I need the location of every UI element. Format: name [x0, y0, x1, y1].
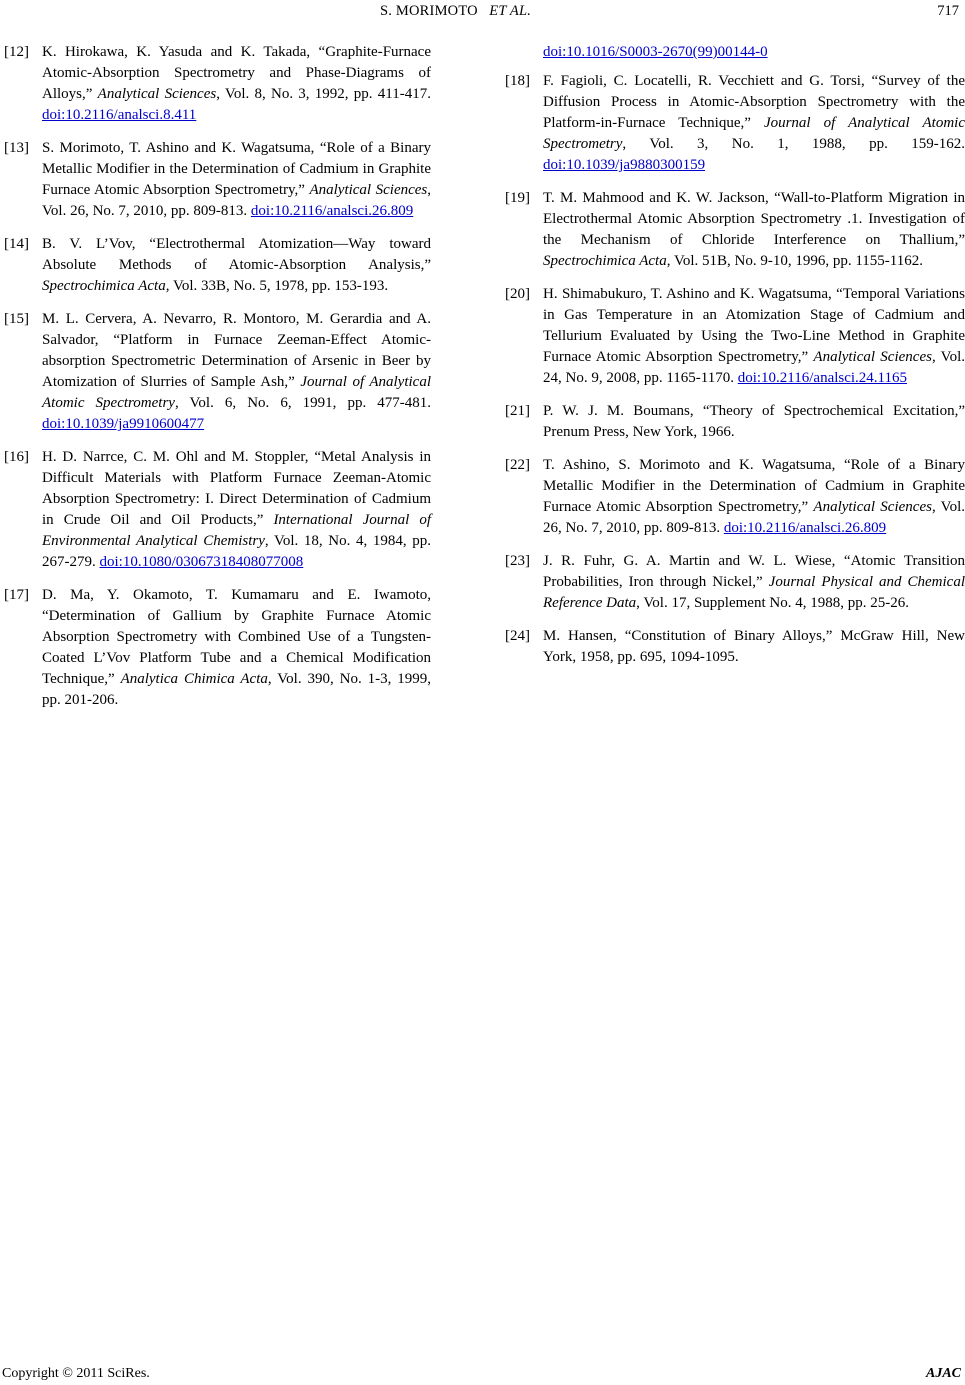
reference-authors-title: T. M. Mahmood and K. W. Jackson, “Wall-to-Platform Migration in Electrothermal Atomic Absorption Spectrometry .1. Investigation of the Mechanism of Chloride Interference on Thallium,” [543, 190, 965, 248]
doi-link[interactable]: doi:10.2116/analsci.24.1165 [737, 370, 908, 386]
reference-authors-title: B. V. L’Vov, “Electrothermal Atomization—Way toward Absolute Methods of Atomic-Absorption Analysis,” [42, 236, 431, 273]
reference-number: [18] [505, 73, 530, 89]
reference-number: [24] [505, 628, 530, 644]
reference-authors-title: H. Shimabukuro, T. Ashino and K. Wagatsuma, “Temporal Variations in Gas Temperature in an Atomization Stage of Cadmium and Tellurium Evaluated by Using the Two-Line Method in Graphite Furnace Atomic Absorption Spectrometry,” [543, 286, 965, 365]
reference-17-continuation [505, 42, 965, 63]
reference-details: , Vol. 26, No. 7, 2010, pp. 809-813. [543, 499, 965, 536]
reference-journal: Analytical Sciences [97, 86, 217, 102]
reference-details: , Vol. 6, No. 6, 1991, pp. 477-481. [174, 395, 432, 411]
reference-text [543, 401, 965, 443]
doi-link[interactable]: doi:10.1016/S0003-2670(99)00144-0 [543, 44, 768, 60]
reference-authors-title: S. Morimoto, T. Ashino and K. Wagatsuma, “Role of a Binary Metallic Modifier in the Determination of Cadmium in Graphite Furnace Atomic Absorption Spectrometry,” [42, 140, 431, 198]
reference-authors-title: M. Hansen, “Constitution of Binary Alloys,” McGraw Hill, New York, 1958, pp. 695, 1094-1095. [543, 628, 965, 665]
reference-21 [505, 401, 965, 443]
reference-text [543, 455, 965, 539]
doi-link[interactable]: doi:10.2116/analsci.26.809 [250, 203, 414, 219]
reference-number: [20] [505, 286, 530, 302]
doi-link[interactable]: doi:10.1039/ja9910600477 [42, 416, 205, 432]
reference-details: , Vol. 33B, No. 5, 1978, pp. 153-193. [165, 278, 389, 294]
reference-number: [12] [4, 44, 29, 60]
reference-details: , Vol. 24, No. 9, 2008, pp. 1165-1170. [543, 349, 965, 386]
reference-journal: Analytica Chimica Acta [120, 671, 268, 687]
reference-details: , Vol. 8, No. 3, 1992, pp. 411-417. [216, 86, 431, 102]
reference-authors-title: M. L. Cervera, A. Nevarro, R. Montoro, M. Gerardia and A. Salvador, “Platform in Furnace Zeeman-Effect Atomic-absorption Spectrometric Determination of Arsenic in Beer by Atomization of Slurries of Sample Ash,” [42, 311, 431, 390]
reference-text [42, 42, 431, 126]
reference-number: [23] [505, 553, 530, 569]
reference-number: [13] [4, 140, 29, 156]
reference-authors-title: D. Ma, Y. Okamoto, T. Kumamaru and E. Iwamoto, “Determination of Gallium by Graphite Furnace Atomic Absorption Spectrometry with Combined Use of a Tungsten-Coated L’Vov Platform Tube and a Chemical Modification Technique,” [42, 587, 431, 687]
reference-journal: Journal of Analytical Atomic Spectrometry [42, 374, 431, 411]
reference-journal: Journal Physical and Chemical Reference Data [543, 574, 965, 611]
reference-text [42, 234, 431, 297]
reference-journal: Analytical Sciences [813, 499, 932, 515]
reference-text [42, 447, 431, 573]
reference-22 [505, 455, 965, 539]
reference-number: [17] [4, 587, 29, 603]
reference-text [42, 138, 431, 222]
reference-details: , Vol. 18, No. 4, 1984, pp. 267-279. [42, 533, 431, 570]
reference-23 [505, 551, 965, 614]
reference-authors-title: K. Hirokawa, K. Yasuda and K. Takada, “Graphite-Furnace Atomic-Absorption Spectrometry and Phase-Diagrams of Alloys,” [42, 44, 431, 102]
reference-12 [4, 42, 431, 126]
reference-text [42, 585, 431, 711]
reference-details: , Vol. 26, No. 7, 2010, pp. 809-813. [42, 182, 431, 219]
reference-24 [505, 626, 965, 668]
reference-authors-title: F. Fagioli, C. Locatelli, R. Vecchiett and G. Torsi, “Survey of the Diffusion Process in Atomic-Absorption Spectrometry with the Platform-in-Furnace Technique,” [543, 73, 965, 131]
reference-authors-title: T. Ashino, S. Morimoto and K. Wagatsuma, “Role of a Binary Metallic Modifier in the Determination of Cadmium in Graphite Furnace Atomic Absorption Spectrometry,” [543, 457, 965, 515]
reference-number: [15] [4, 311, 29, 327]
reference-journal: Spectrochimica Acta [543, 253, 667, 269]
right-column [505, 42, 965, 680]
reference-journal: Journal of Analytical Atomic Spectrometry [543, 115, 965, 152]
page-header [0, 3, 965, 25]
reference-13 [4, 138, 431, 222]
reference-text [543, 626, 965, 668]
reference-text [543, 284, 965, 389]
reference-17 [4, 585, 431, 711]
reference-text [543, 551, 965, 614]
journal-abbreviation: AJAC [925, 1366, 961, 1381]
reference-number: [19] [505, 190, 530, 206]
page-number: 717 [937, 3, 959, 19]
reference-18 [505, 71, 965, 176]
reference-journal: International Journal of Environmental Analytical Chemistry [42, 512, 431, 549]
running-etal: ET AL. [489, 3, 532, 19]
reference-details: , Vol. 390, No. 1-3, 1999, pp. 201-206. [42, 671, 431, 708]
doi-link[interactable]: doi:10.1039/ja9880300159 [543, 157, 706, 173]
reference-details: , Vol. 3, No. 1, 1988, pp. 159-162. [622, 136, 965, 152]
reference-text [543, 71, 965, 176]
reference-number: [16] [4, 449, 29, 465]
doi-link[interactable]: doi:10.2116/analsci.8.411 [42, 107, 197, 123]
reference-text [543, 188, 965, 272]
reference-journal: Analytical Sciences [813, 349, 932, 365]
running-head [380, 3, 531, 20]
reference-details: , Vol. 51B, No. 9-10, 1996, pp. 1155-1162. [666, 253, 923, 269]
reference-authors-title: P. W. J. M. Boumans, “Theory of Spectrochemical Excitation,” Prenum Press, New York, 1966. [543, 403, 965, 440]
doi-link[interactable]: doi:10.1080/03067318408077008 [99, 554, 304, 570]
reference-number: [21] [505, 403, 530, 419]
reference-journal: Spectrochimica Acta [42, 278, 166, 294]
reference-15 [4, 309, 431, 435]
reference-journal: Analytical Sciences [309, 182, 428, 198]
reference-14 [4, 234, 431, 297]
reference-19 [505, 188, 965, 272]
reference-20 [505, 284, 965, 389]
reference-details: , Vol. 17, Supplement No. 4, 1988, pp. 25-26. [636, 595, 909, 611]
reference-number: [14] [4, 236, 29, 252]
reference-authors-title: H. D. Narrce, C. M. Ohl and M. Stoppler, “Metal Analysis in Difficult Materials with Platform Furnace Zeeman-Atomic Absorption Spectrometry: I. Direct Determination of Cadmium in Crude Oil and Oil Products,” [42, 449, 431, 528]
left-column [4, 42, 431, 723]
reference-authors-title: J. R. Fuhr, G. A. Martin and W. L. Wiese, “Atomic Transition Probabilities, Iron through Nickel,” [543, 553, 965, 590]
reference-text [42, 309, 431, 435]
reference-number: [22] [505, 457, 530, 473]
page-footer [0, 1366, 965, 1384]
running-authors: S. MORIMOTO [380, 3, 478, 19]
copyright-notice: Copyright © 2011 SciRes. [2, 1366, 150, 1381]
reference-16 [4, 447, 431, 573]
doi-link[interactable]: doi:10.2116/analsci.26.809 [723, 520, 887, 536]
